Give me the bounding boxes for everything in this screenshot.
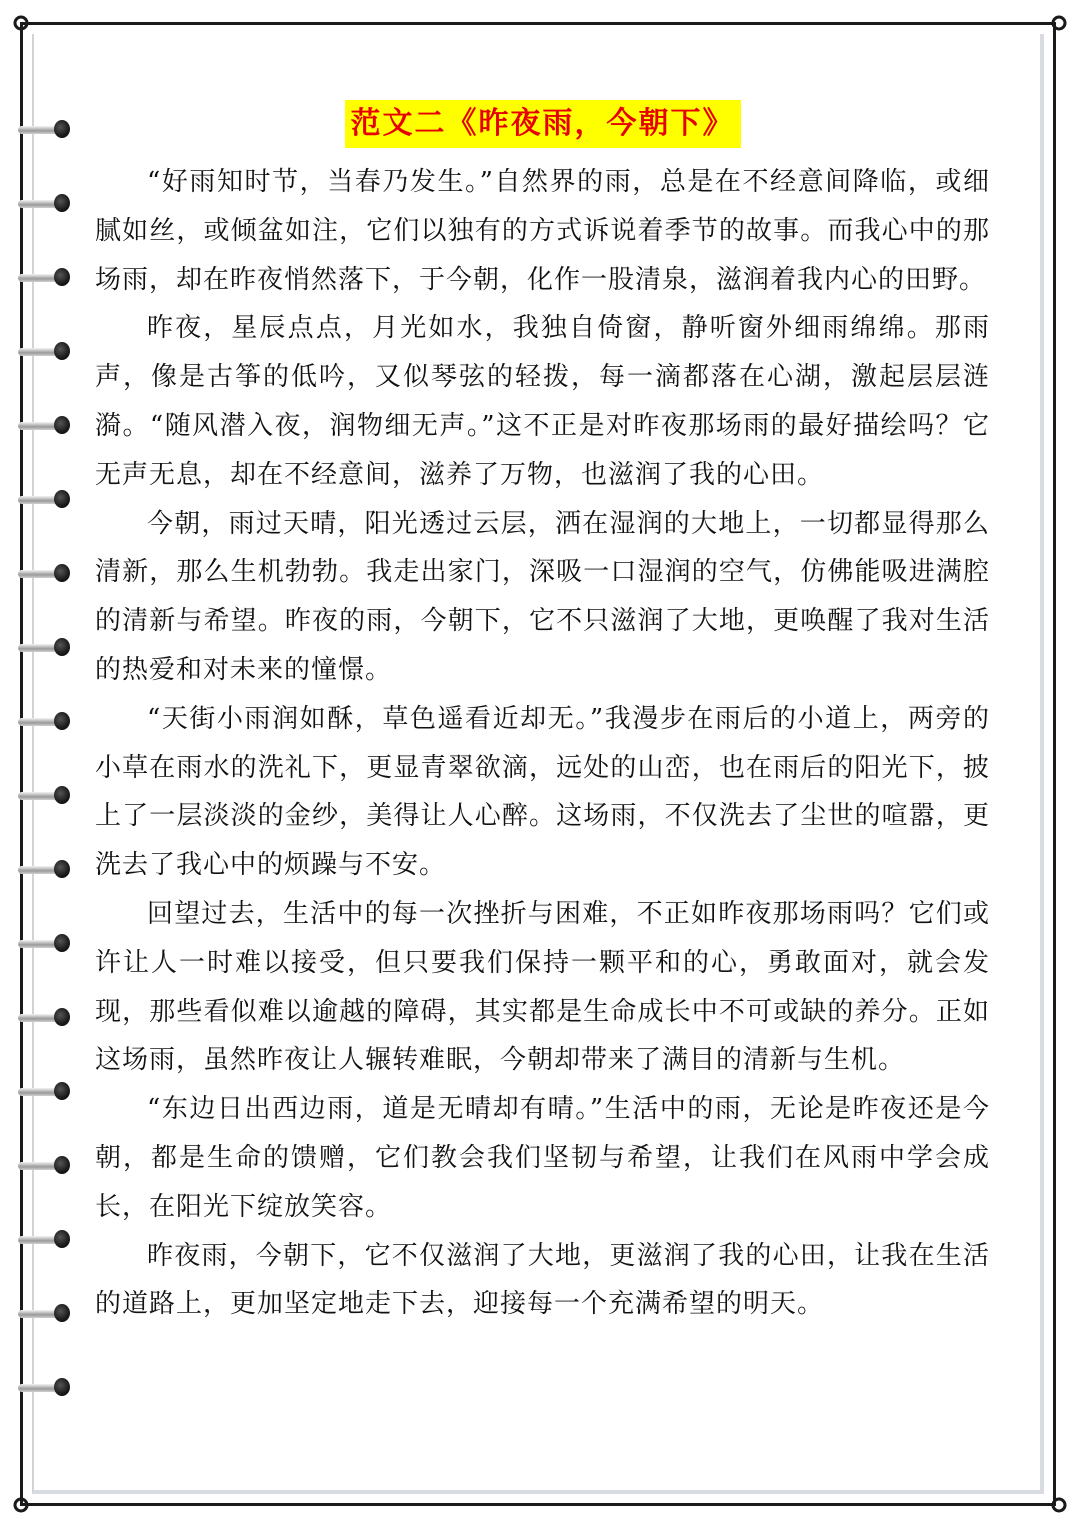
paragraph: “天街小雨润如酥，草色遥看近却无。”我漫步在雨后的小道上，两旁的小草在雨水的洗礼下，更显青翠欲滴，远处的山峦，也在雨后的阳光下，披上了一层淡淡的金纱，美得让人心醉。这场雨，不仅洗去了尘世的喧嚣，更洗去了我心中的烦躁与不安。 [95,703,990,881]
paragraph: 昨夜，星辰点点，月光如水，我独自倚窗，静听窗外细雨绵绵。那雨声，像是古筝的低吟，又似琴弦的轻拨，每一滴都落在心湖，激起层层涟漪。“随风潜入夜，润物细无声。”这不正是对昨夜那场雨的最好描绘吗？它无声无息，却在不经意间，滋养了万物，也滋润了我的心田。 [95,313,990,490]
binding-ring-icon [18,1228,70,1250]
binding-ring-icon [18,118,70,140]
binding-ring-icon [18,1006,70,1028]
binding-ring-icon [18,488,70,510]
binding-ring-icon [18,266,70,288]
binding-ring-icon [18,340,70,362]
binding-ring-icon [18,710,70,732]
binding-ring-icon [18,562,70,584]
paragraph: 回望过去，生活中的每一次挫折与困难，不正如昨夜那场雨吗？它们或许让人一时难以接受，但只要我们保持一颗平和的心，勇敢面对，就会发现，那些看似难以逾越的障碍，其实都是生命成长中不可或缺的养分。正如这场雨，虽然昨夜让人辗转难眠，今朝却带来了满目的清新与生机。 [95,898,990,1076]
binding-ring-icon [18,858,70,880]
essay-title: 范文二《昨夜雨，今朝下》 [345,100,741,148]
binding-ring-icon [18,636,70,658]
binding-ring-icon [18,932,70,954]
paragraph: 今朝，雨过天晴，阳光透过云层，洒在湿润的大地上，一切都显得那么清新，那么生机勃勃。我走出家门，深吸一口湿润的空气，仿佛能吸进满腔的清新与希望。昨夜的雨，今朝下，它不只滋润了大地，更唤醒了我对生活的热爱和对未来的憧憬。 [95,508,990,685]
title-area [95,100,990,152]
paragraph: 昨夜雨，今朝下，它不仅滋润了大地，更滋润了我的心田，让我在生活的道路上，更加坚定地走下去，迎接每一个充满希望的明天。 [95,1240,990,1320]
binding-ring-icon [18,192,70,214]
binding-ring-icon [18,414,70,436]
paragraph: “东边日出西边雨，道是无晴却有晴。”生活中的雨，无论是昨夜还是今朝，都是生命的馈赠，它们教会我们坚韧与希望，让我们在风雨中学会成长，在阳光下绽放笑容。 [95,1094,990,1222]
binding-ring-icon [18,1080,70,1102]
spiral-binding [0,0,90,1528]
essay [95,100,990,1329]
essay-body [95,158,990,1329]
corner-ornament-icon [1050,1496,1068,1514]
binding-ring-icon [18,784,70,806]
paragraph: “好雨知时节，当春乃发生。”自然界的雨，总是在不经意间降临，或细腻如丝，或倾盆如注，它们以独有的方式诉说着季节的故事。而我心中的那场雨，却在昨夜悄然落下，于今朝，化作一股清泉，滋润着我内心的田野。 [95,167,990,295]
corner-ornament-icon [1050,14,1068,32]
binding-ring-icon [18,1154,70,1176]
binding-ring-icon [18,1302,70,1324]
binding-ring-icon [18,1376,70,1398]
